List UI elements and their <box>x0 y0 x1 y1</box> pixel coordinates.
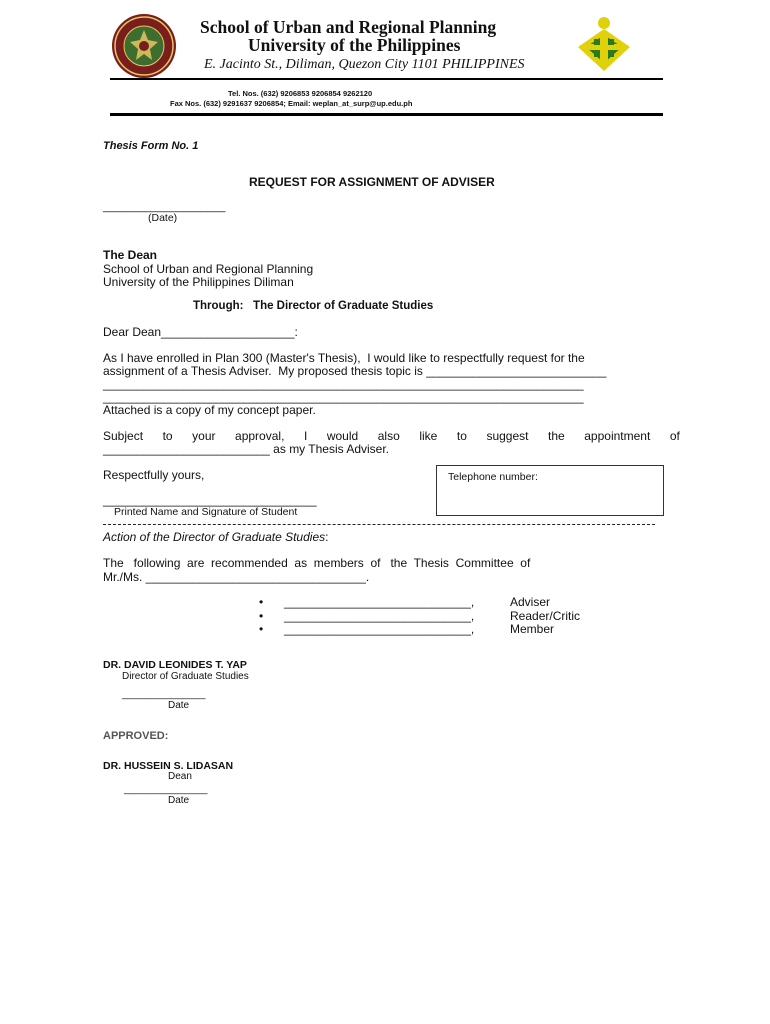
topic-line-3[interactable]: ________________________________________________________________________ <box>103 390 584 404</box>
director-date-line[interactable]: _______________ <box>122 689 206 700</box>
bullet: • <box>259 609 264 623</box>
subject-word: also <box>377 429 400 443</box>
date-label: (Date) <box>148 212 178 224</box>
student-name-line[interactable]: Mr./Ms. _________________________________. <box>103 570 370 584</box>
recommend-line-1: The following are recommended as members of the Thesis Committee of <box>103 556 531 570</box>
subject-word: the <box>548 429 565 443</box>
committee-role: Reader/Critic <box>510 609 581 623</box>
subject-word: of <box>669 429 680 443</box>
fax-and-email: Fax Nos. (632) 9291637 9206854; Email: weplan_at_surp@up.edu.ph <box>170 99 413 108</box>
through-line: Through: The Director of Graduate Studies <box>193 300 434 312</box>
committee-item-member <box>259 622 555 636</box>
subject-word: suggest <box>486 429 529 443</box>
signature-label: Printed Name and Signature of Student <box>114 506 298 518</box>
action-heading-text: Action of the Director of Graduate Studies <box>103 530 326 544</box>
member-name-line[interactable]: ____________________________, <box>284 622 475 636</box>
concept-paper-note: Attached is a copy of my concept paper. <box>103 403 316 417</box>
committee-item-reader <box>259 609 581 623</box>
subject-word: appointment <box>584 429 651 443</box>
subject-line-1 <box>103 429 680 443</box>
suggested-adviser-line[interactable]: _________________________ as my Thesis Adviser. <box>103 442 390 456</box>
telephone-box[interactable] <box>436 465 664 516</box>
committee-role: Member <box>510 622 555 636</box>
telephone-label: Telephone number: <box>448 471 538 483</box>
subject-word: to <box>162 429 173 443</box>
subject-word: like <box>419 429 438 443</box>
signature-line[interactable]: ________________________________ <box>103 493 317 507</box>
approved-label: APPROVED: <box>103 730 169 742</box>
reader-name-line[interactable]: ____________________________, <box>284 609 475 623</box>
surp-logo <box>572 15 636 77</box>
subject-word: approval, <box>235 429 285 443</box>
school-name: School of Urban and Regional Planning <box>200 17 497 37</box>
director-title: Director of Graduate Studies <box>122 671 249 682</box>
dean-title: Dean <box>168 771 192 782</box>
subject-word: would <box>326 429 359 443</box>
body-line-2-topic[interactable]: assignment of a Thesis Adviser. My proposed thesis topic is ___________________________ <box>103 364 607 378</box>
committee-role: Adviser <box>510 595 551 609</box>
addressee-university: University of the Philippines Diliman <box>103 275 294 289</box>
action-heading-colon: : <box>325 530 329 544</box>
date-input-line[interactable]: ____________________ <box>103 201 226 213</box>
bullet: • <box>259 595 264 609</box>
header-rule-bottom <box>110 113 663 116</box>
telephone-numbers: Tel. Nos. (632) 9206853 9206854 9262120 <box>228 89 373 98</box>
subject-word: to <box>456 429 467 443</box>
subject-word: I <box>303 429 308 443</box>
section-divider <box>103 524 655 525</box>
salutation: Dear Dean____________________: <box>103 325 298 339</box>
university-name: University of the Philippines <box>248 35 461 55</box>
addressee-title: The Dean <box>103 248 158 262</box>
form-number: Thesis Form No. 1 <box>103 140 199 152</box>
dean-name: DR. HUSSEIN S. LIDASAN <box>103 760 234 772</box>
adviser-name-line[interactable]: ____________________________, <box>284 595 475 609</box>
address: E. Jacinto St., Diliman, Quezon City 1101 PHILIPPINES <box>204 57 525 72</box>
form-title: REQUEST FOR ASSIGNMENT OF ADVISER <box>249 175 495 189</box>
addressee-school: School of Urban and Regional Planning <box>103 262 314 276</box>
dean-date-line[interactable]: _______________ <box>124 784 208 795</box>
committee-item-adviser <box>259 595 551 609</box>
closing: Respectfully yours, <box>103 468 205 482</box>
body-line-1: As I have enrolled in Plan 300 (Master's Thesis), I would like to respectfully request for the <box>103 351 585 365</box>
bullet: • <box>259 622 264 636</box>
header-rule-top <box>110 78 663 80</box>
subject-word: Subject <box>103 429 144 443</box>
dean-date-label: Date <box>168 795 190 806</box>
action-heading <box>103 530 328 544</box>
director-date-label: Date <box>168 700 190 711</box>
topic-line-2[interactable]: ________________________________________________________________________ <box>103 377 584 391</box>
up-seal-logo <box>110 12 178 80</box>
subject-word: your <box>192 429 216 443</box>
director-name: DR. DAVID LEONIDES T. YAP <box>103 659 247 671</box>
